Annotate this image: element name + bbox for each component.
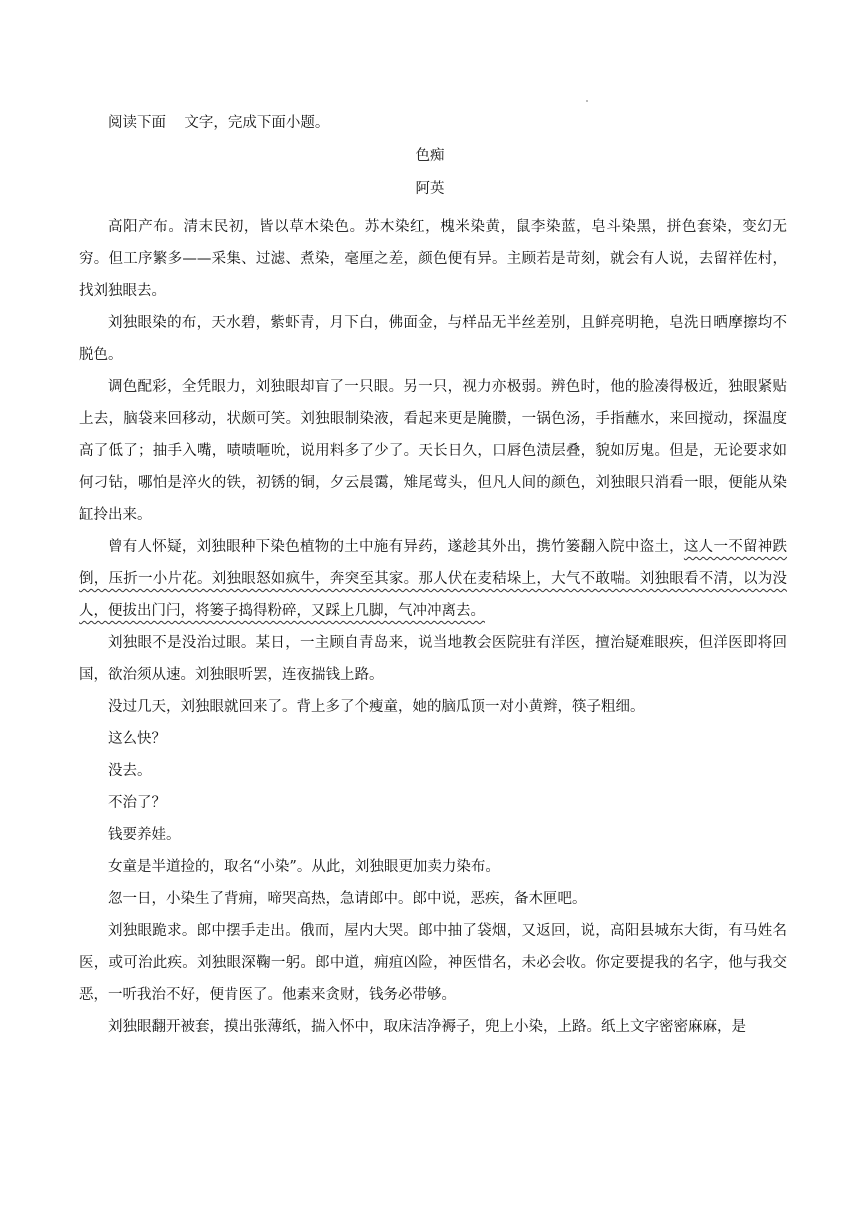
dialogue-line: 不治了？ xyxy=(108,795,166,811)
article-author: 阿英 xyxy=(415,181,445,197)
paragraph: 刘独眼翻开被套，摸出张薄纸，揣入怀中，取床洁净褥子，兜上小染，上路。纸上文字密密麻麻，是 xyxy=(108,1019,746,1035)
paragraph: 调色配彩，全凭眼力，刘独眼却盲了一只眼。另一只，视力亦极弱。辨色时，他的脸凑得极近，独眼紧贴上去，脑袋来回移动，状颇可笑。刘独眼制染液，看起来更是腌臜，一锅色汤，手指蘸水，来回搅动，探温度高了低了；抽手入嘴，啧啧咂吮，说用料多了少了。天长日久，口唇色渍层叠，貌如厉鬼。但是，无论要求如何刁钻，哪怕是淬火的铁，初锈的铜，夕云晨霭，雉尾莺头，但凡人间的颜色，刘独眼只消看一眼，便能从染缸拎出来。 xyxy=(79,379,787,523)
article-body xyxy=(79,211,787,1043)
article-title: 色痴 xyxy=(415,148,445,164)
paragraph-with-underline xyxy=(79,531,787,627)
dialogue-line: 没去。 xyxy=(108,763,152,779)
paragraph: 高阳产布。清末民初，皆以草木染色。苏木染红，槐米染黄，鼠李染蓝，皂斗染黑，拼色套染，变幻无穷。但工序繁多——采集、过滤、煮染，毫厘之差，颜色便有异。主顾若是苛刻，就会有人说，去留祥佐村，找刘独眼去。 xyxy=(79,219,787,299)
scan-speck xyxy=(586,100,588,102)
reading-instruction: 阅读下面 文字，完成下面小题。 xyxy=(108,115,330,131)
paragraph: 忽一日，小染生了背痈，啼哭高热，急请郎中。郎中说，恶疾，备木匣吧。 xyxy=(108,891,587,907)
wavy-underlined-passage: 这人一不留神跌倒，压折一小片花。刘独眼怒如疯牛，奔突至其家。那人伏在麦秸垛上，大气不敢喘。刘独眼看不清，以为没人，便拔出门闩，将篓子捣得粉碎，又踩上几脚，气冲冲离去。 xyxy=(79,539,788,619)
dialogue-line: 这么快？ xyxy=(108,731,166,747)
paragraph: 女童是半道捡的，取名“小染”。从此，刘独眼更加卖力染布。 xyxy=(108,859,500,875)
paragraph-text: 曾有人怀疑，刘独眼种下染色植物的土中施有异药，遂趁其外出，携竹篓翻入院中盗土， xyxy=(108,539,684,555)
paragraph: 刘独眼染的布，天水碧，紫虾青，月下白，佛面金，与样品无半丝差别，且鲜亮明艳，皂洗日晒摩擦均不脱色。 xyxy=(79,315,787,363)
paragraph: 刘独眼跪求。郎中摆手走出。俄而，屋内大哭。郎中抽了袋烟，又返回，说，高阳县城东大街，有马姓名医，或可治此疾。刘独眼深鞠一躬。郎中道，痈疽凶险，神医惜名，未必会收。你定要提我的名字，他与我交恶，一听我治不好，便肯医了。他素来贪财，钱务必带够。 xyxy=(79,923,787,1003)
dialogue-line: 钱要养娃。 xyxy=(108,827,181,843)
paragraph: 没过几天，刘独眼就回来了。背上多了个瘦童，她的脑瓜顶一对小黄辫，筷子粗细。 xyxy=(108,699,645,715)
paragraph: 刘独眼不是没治过眼。某日，一主顾自青岛来，说当地教会医院驻有洋医，擅治疑难眼疾，但洋医即将回国，欲治须从速。刘独眼听罢，连夜揣钱上路。 xyxy=(79,635,787,683)
